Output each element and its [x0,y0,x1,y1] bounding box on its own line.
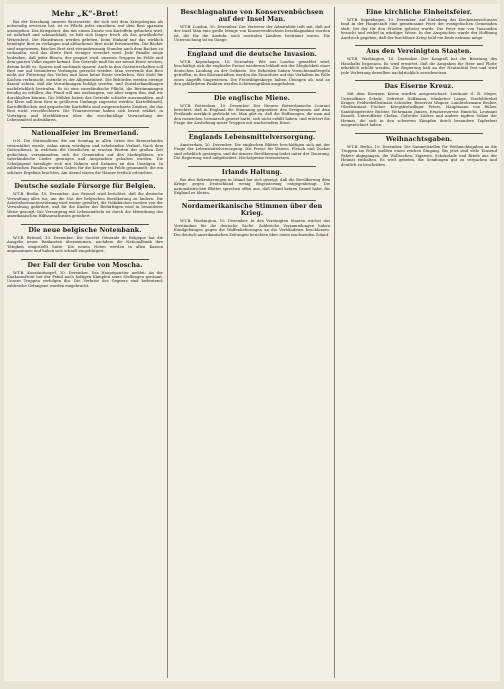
divider [188,166,316,167]
divider [355,133,483,134]
column-1 [7,7,168,678]
headline: Beschlagnahme von Konservenbüchsen auf der Insel Man. [180,9,324,23]
article-text: W.T.B. Brüssel, 10. Dezember. Die Société Générale de Belgique hat die Ausgabe neuer Banknoten übernommen, nachdem die Nationalbank ihre Tätigkeit eingestellt hatte. Die neuen Noten werden in allen Kassen angenommen und haben sich schnell eingebürgert. [7,235,163,254]
article [341,136,497,167]
divider [355,45,483,46]
divider [188,131,316,132]
newspaper-page [4,4,500,681]
headline: England und die deutsche Invasion. [187,50,317,58]
article-text: Bei den Rekrutierungen in Irland hat sich gezeigt, daß die Bevölkerung dem Kriege gegen Deutschland wenig Begeisterung entgegenbringt. Die nationalistischen Blätter sprechen offen aus, daß Irland keinen Grund habe, für England zu bluten. [174,177,330,195]
article [174,203,330,237]
headline: Aus den Vereinigten Staaten. [366,48,472,56]
article-text: W.T.B. Konstantinopel, 10. Dezember. Das Hauptquartier meldet: An der Kaukasusfront hat der Feind nach heftigen Kämpfen seine Stellungen geräumt. Unsere Truppen verfolgen ihn. Die Verluste des Gegners sind bedeutend; zahlreiche Gefangene wurden eingebracht. [7,270,163,288]
article-text: W.T.B. Kopenhagen, 10. Dezember. Wie aus London gemeldet wird, beschäftigt sich die englische Presse wiederum lebhaft mit der Möglichkeit einer deutschen Landung an der Ostküste. Die Behörden haben Vorsichtsmaßregeln getroffen; in den Küstenstädten werden die Einwohner auf das Verhalten im Falle eines Angriffs hingewiesen. Die Freiwilligenkorps halten Übungen ab, und an den gefährdeten Punkten werden Schützengräben ausgehoben. [174,59,330,87]
headline: Nationalfeier im Bremerland. [31,130,139,138]
article [341,48,497,75]
divider [21,259,149,260]
article [7,262,163,289]
headline: Englands Lebensmittelversorgung. [188,133,316,141]
article [174,9,330,43]
article-text: O.N. Die Nationalfeier, die am Sonntag in allen Orten des Bremerlandes veranstaltet wurde, nahm einen würdigen und erhebenden Verlauf. Nach dem Gottesdienst, in welchem die Geistlichen in ernsten Worten der großen Zeit gedachten, versammelten sich die Gemeinden auf den Marktplätzen, wo vaterländische Lieder gesungen und Ansprachen gehalten wurden. Die Schuljugend beteiligte sich mit Fahnen und Kränzen an den Umzügen. In zahlreichen Familien wurden Gaben für die Krieger im Felde gesammelt, die ein schönes Ergebnis brachten. Am Abend waren die Häuser festlich erleuchtet. [7,139,163,175]
headline: Die englische Miene. [213,94,291,102]
article-text: W.T.B. Berlin, 10. Dezember. Die Sammelstellen für Weihnachtsgaben an die Truppen im Felde melden einen reichen Eingang. Bis jetzt sind viele Tausend Pakete abgegangen, die Wollsachen, Zigarren, Schokolade und Briefe aus der Heimat enthalten. Es wird gebeten, die Sendungen gut zu verpacken und deutlich zu beschriften. [341,144,497,167]
article-text: W.T.B. Washington, 10. Dezember. Der Kongreß hat die Beratung des Haushalts begonnen. Es wird erwartet, daß die Ausgaben für Heer und Flotte erheblich erhöht werden. Die Regierung hält an der Neutralität fest und wird jede Verletzung derselben nachdrücklich zurückweisen. [341,57,497,75]
article [174,51,330,87]
article [174,169,330,196]
article [341,83,497,128]
column-2 [174,7,335,678]
article-text: W.T.B. Berlin, 10. Dezember. Aus Brüssel wird berichtet, daß die deutsche Verwaltung alles tut, um die Not der belgischen Bevölkerung zu lindern. Die Arbeitslosenunterstützung wird weiter gewährt, die Volksküchen werden von der Verwaltung gefördert, und für die Kinder der Bedürftigen wird in besonderer Weise gesorgt. Die Versorgung mit Lebensmitteln ist durch die Mitwirkung des amerikanischen Hilfsausschusses gesichert. [7,192,163,219]
columns [7,7,497,678]
article [174,95,330,126]
article-text: Mit dem Eisernen Kreuz wurden ausgezeichnet: Leutnant d. R. Meyer, Unteroffizier Schulz, Gefreiter Hoffmann, Musketier Lange, Vizefeldwebel Krüger, Feldwebelleutnant Schröder, Reservist Wagner, Landwehrmann Becker, Oberleutnant Fischer, Kriegsfreiwilliger Peters, Hauptmann von Bülow, Sanitätsgefreiter Richter, Wehrmann Jansen, Ersatzreservist Hinrichs, Leutnant Brandt, Unteroffizier Claßen, Gefreiter Lüders und andere tapfere Söhne der Heimat, die sich in den schweren Kämpfen durch besondere Tapferkeit ausgezeichnet haben. [341,92,497,128]
article [7,227,163,254]
article [7,130,163,175]
article-text: W.T.B. Kopenhagen, 10. Dezember. Auf Einladung des Kirchenausschusses fand in der Hauptstadt eine gemeinsame Feier der evangelischen Gemeinden statt, bei der für den Frieden gebetet wurde. Die Feier war von Tausenden besucht und verlief in würdiger Weise. In den Ansprachen wurde der Hoffnung Ausdruck gegeben, daß der furchtbare Krieg bald ein Ende nehmen möge. [341,18,497,40]
divider [188,92,316,93]
article-text: Amsterdam, 10. Dezember. Die englischen Blätter beschäftigen sich mit der Frage der Lebensmittelversorgung. Die Preise für Weizen, Fleisch und Zucker sind erheblich gestiegen, und die ärmere Bevölkerung leidet unter der Teuerung. Die Regierung wird aufgefordert, Höchstpreise festzusetzen. [174,142,330,161]
column-3 [341,7,497,678]
article-text: W.T.B. Washington, 10. Dezember. In den Vereinigten Staaten wächst das Verständnis für die deutsche Sache. Zahlreiche Versammlungen haben Kundgebungen gegen die Waffenlieferungen an die Verbündeten beschlossen. Die deutsch-amerikanischen Zeitungen berichten über einen wachsenden Zulauf. [174,219,330,237]
article [7,9,163,122]
headline: Weihnachtsgaben. [385,135,453,143]
headline: Das Eiserne Kreuz. [384,83,454,91]
headline: Eine kirchliche Einheitsfeier. [365,9,473,16]
article [174,134,330,161]
article-text: W.T.B. Rotterdam, 10. Dezember. Der Nieuwe Rotterdamsche Courant berichtet, daß in England die Stimmung gegenüber den Ereignissen auf dem Festlande merklich gedrückt ist. Man gibt zu, daß die Hoffnungen, die man auf den russischen Vormarsch gesetzt hatte, sich nicht erfüllt haben, und erörtert die Frage der Aushebung neuer Truppen mit wachsendem Ernst. [174,103,330,126]
headline: Mehr „K“-Brot! [51,9,119,18]
headline: Der Fall der Grube von Moscha. [27,261,143,269]
headline: Irlands Haltung. [221,168,283,176]
headline: Die neue belgische Notenbank. [28,226,142,234]
article [341,9,497,40]
article-text: W.T.B. London, 10. Dezember. Der Vertreter der Admiralität teilt mit, daß auf der Insel Man eine große Menge von Konservenbüchsen beschlagnahmt worden ist, die für die Ausfuhr nach neutralen Ländern bestimmt waren. Die Untersuchung ist im Gange. [174,25,330,43]
article-text: Bei der Streckung unserer Brotvorräte, die sich seit dem Kriegsbeginn als notwendig erwiesen hat, ist es Pflicht jedes einzelnen, mit dem Brot sparsam umzugehen. Das Kriegsbrot, das mit einem Zusatz von Kartoffeln gebacken wird, ist nahrhaft und schmackhaft; es hält sich länger frisch als das gewöhnliche Weizenbrot. Die Hausfrauen werden gebeten, beim Einkauf nur das wirklich benötigte Brot zu verlangen und altbackenes Brot nicht fortzuwerfen. Die Bäcker sind angewiesen, frisches Brot erst vierundzwanzig Stunden nach dem Backen zu verkaufen, weil das ältere Brot weniger verzehrt wird. Jede Familie möge bedenken, daß jeder Bissen, der gespart wird, unseren Truppen im Felde und dem ganzen Volke zugute kommt. Das Getreide muß bis zur neuen Ernte reichen; darum heißt es: Sparen und nochmals sparen! Auch in den Gastwirtschaften soll Brot nur auf besonderes Verlangen gereicht werden. Man verwende das Brot nicht zur Fütterung des Viehes und lasse keine Reste verderben. Wer Mehl für Kuchen verbraucht, entzieht es der Allgemeinheit. Die Behörden werden strenge darauf achten, daß die Verordnungen befolgt werden, und Zuwiderhandlungen nachdrücklich bestrafen. Es ist eine vaterländische Pflicht, die Bestimmungen freudig zu erfüllen; der Feind will uns aushungern, wir aber zeigen ihm, daß wir durchhalten können. Die Mühlen haben das Getreide schärfer auszumahlen, und die Kleie soll dem Brot in größerem Umfange zugesetzt werden. Kartoffelmehl, Kartoffelflocken und gequetschte Kartoffeln sind ausgezeichnete Zusätze, die das Brot nicht verschlechtern. Die Frauenvereine haben sich bereit erklärt, in Vorträgen und Merkblättern über die zweckmäßige Verwendung der Lebensmittel aufzuklären. [7,20,163,122]
divider [355,80,483,81]
article [7,183,163,219]
divider [188,200,316,201]
divider [21,127,149,128]
headline: Nordamerikanische Stimmen über den Krieg. [181,203,323,218]
divider [21,224,149,225]
divider [21,180,149,181]
headline: Deutsche soziale Fürsorge für Belgien. [14,183,156,191]
divider [188,48,316,49]
